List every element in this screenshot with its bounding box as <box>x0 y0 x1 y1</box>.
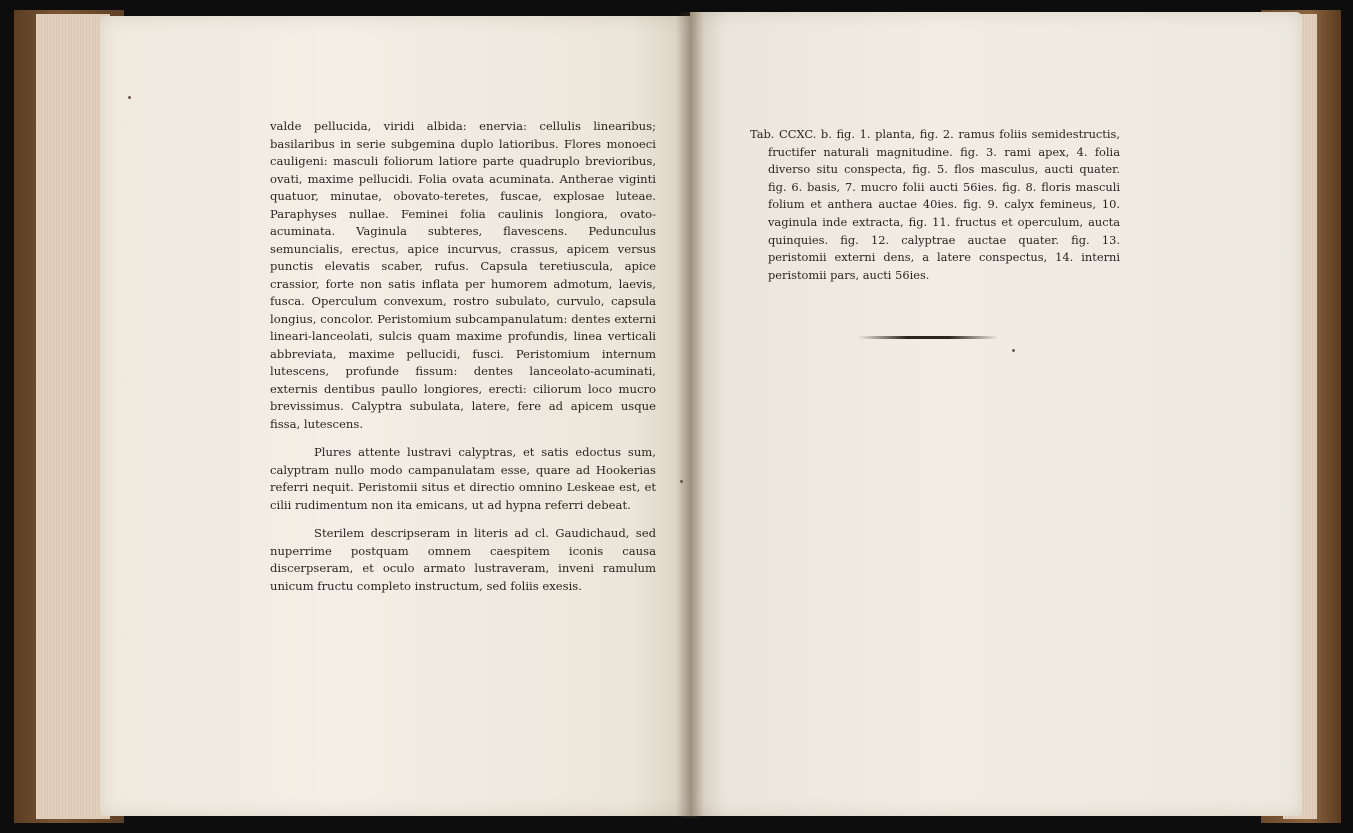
description-paragraph: valde pellucida, viridi albida: enervia: cellulis linearibus; basilaribus in serie subgemina duplo latioribus. Flores monoeci cauligeni: masculi foliorum latiore parte quadruplo brevioribus, ovati, maxime pellucidi. Folia ovata acuminata. Antherae viginti quatuor, minutae, obovato-teretes, fuscae, explosae luteae. Paraphyses nullae. Feminei folia caulinis longiora, ovato-acuminata. Vaginula subteres, flavescens. Pedunculus semuncialis, erectus, apice incurvus, crassus, apicem versus punctis elevatis scaber, rufus. Capsula teretiuscula, apice crassior, forte non satis inflata per humorem admotum, laevis, fusca. Operculum convexum, rostro subulato, curvulo, capsula longius, concolor. Peristomium subcampanulatum: dentes externi lineari-lanceolati, sulcis quam maxime profundis, linea verticali abbreviata, maxime pellucidi, fusci. Peristomium internum lutescens, profunde fissum: dentes lanceolato-acuminati, externis dentibus paullo longiores, erecti: ciliorum loco mucro brevissimus. Calyptra subulata, latere, fere ad apicem usque fissa, lutescens. <box>270 119 656 431</box>
specimen-note-paragraph: Sterilem descripseram in literis ad cl. Gaudichaud, sed nuperrime postquam omnem caespitem iconis causa discerpseram, et oculo armato lustraveram, inveni ramulum unicum fructu completo instructum, sed foliis exesis. <box>270 526 656 593</box>
book-gutter <box>676 12 704 818</box>
ink-speck <box>680 480 683 483</box>
right-page-text <box>750 126 1120 284</box>
ink-speck <box>128 96 131 99</box>
observation-paragraph: Plures attente lustravi calyptras, et satis edoctus sum, calyptram nullo modo campanulatam esse, quare ad Hookerias referri nequit. Peristomii situs et directio omnino Leskeae est, et cilii rudimentum non ita emicans, ut ad hypna referri debeat. <box>270 445 656 512</box>
decorative-rule <box>858 336 998 339</box>
left-page-text <box>270 118 656 606</box>
ink-speck <box>1012 349 1015 352</box>
left-page-edges <box>36 14 110 819</box>
plate-caption: Tab. CCXC. b. fig. 1. planta, fig. 2. ramus foliis semidestructis, fructifer naturali magnitudine. fig. 3. rami apex, 4. folia diverso situ conspecta, fig. 5. flos masculus, aucti quater. fig. 6. basis, 7. mucro folii aucti 56ies. fig. 8. floris masculi folium et anthera auctae 40ies. fig. 9. calyx femineus, 10. vaginula inde extracta, fig. 11. fructus et operculum, aucta quinquies. fig. 12. calyptrae auctae quater. fig. 13. peristomii externi dens, a latere conspectus, 14. interni peristomii pars, aucti 56ies. <box>750 127 1120 282</box>
